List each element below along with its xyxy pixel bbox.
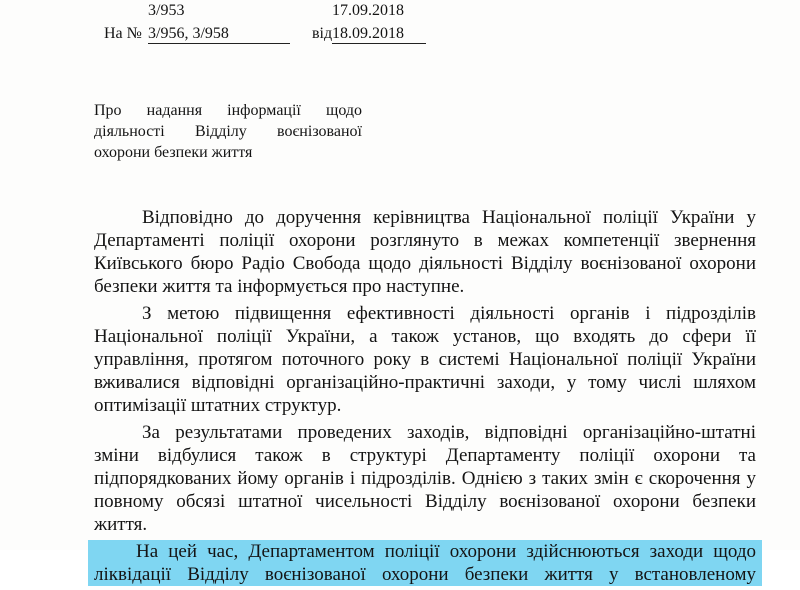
text-line: Відповідно до доручення керівництва Національної поліції України у bbox=[142, 207, 756, 228]
outgoing-number: 3/953 bbox=[148, 2, 185, 19]
subject-line: діяльності Відділу воєнізованої bbox=[94, 123, 362, 140]
text-line: управління, протягом поточного року в системі Національної поліції України bbox=[94, 349, 756, 370]
paragraph-4-highlighted bbox=[94, 540, 756, 586]
paragraph-3 bbox=[94, 421, 756, 536]
reference-date: 18.09.2018 bbox=[332, 25, 426, 44]
text-line: Департаменті поліції охорони розглянуто в межах компетенції звернення bbox=[94, 230, 756, 251]
paragraph-2 bbox=[94, 302, 756, 417]
highlighted-text-line: На цей час, Департаментом поліції охорони здійснюються заходи щодо bbox=[88, 540, 762, 563]
text-line: За результатами проведених заходів, відповідні організаційно-штатні bbox=[142, 422, 756, 443]
letter-body bbox=[94, 206, 756, 590]
text-line: зміни відбулися також в структурі Департаменту поліції охорони та bbox=[94, 445, 756, 466]
text-line: З метою підвищення ефективності діяльності органів і підрозділів bbox=[142, 303, 756, 324]
outgoing-date: 17.09.2018 bbox=[332, 2, 404, 19]
letter-subject bbox=[94, 100, 362, 163]
text-line: Київського бюро Радіо Свобода щодо діяльності Відділу воєнізованої охорони bbox=[94, 253, 756, 274]
highlighted-text-line: ліквідації Відділу воєнізованої охорони безпеки життя у встановленому bbox=[88, 563, 762, 586]
text-line: підпорядкованих йому органів і підрозділів. Однією з таких змін є скорочення у bbox=[94, 468, 756, 489]
reference-date-label: від bbox=[312, 25, 333, 42]
text-line: повному обсязі штатної чисельності Відділу воєнізованої охорони безпеки bbox=[94, 491, 756, 512]
paragraph-1 bbox=[94, 206, 756, 298]
reference-number: 3/956, 3/958 bbox=[148, 25, 290, 44]
text-line: оптимізації штатних структур. bbox=[94, 395, 342, 416]
text-line: безпеки життя та інформується про наступне. bbox=[94, 276, 465, 297]
text-line: вживалися відповідні організаційно-практичні заходи, у тому числі шляхом bbox=[94, 372, 756, 393]
reference-number-label: На № bbox=[104, 25, 142, 42]
subject-line: охорони безпеки життя bbox=[94, 144, 253, 161]
subject-line: Про надання інформації щодо bbox=[94, 102, 362, 119]
text-line: Національної поліції України, а також установ, що входять до сфери її bbox=[94, 326, 756, 347]
text-line: життя. bbox=[94, 514, 148, 535]
reference-header bbox=[0, 0, 800, 60]
